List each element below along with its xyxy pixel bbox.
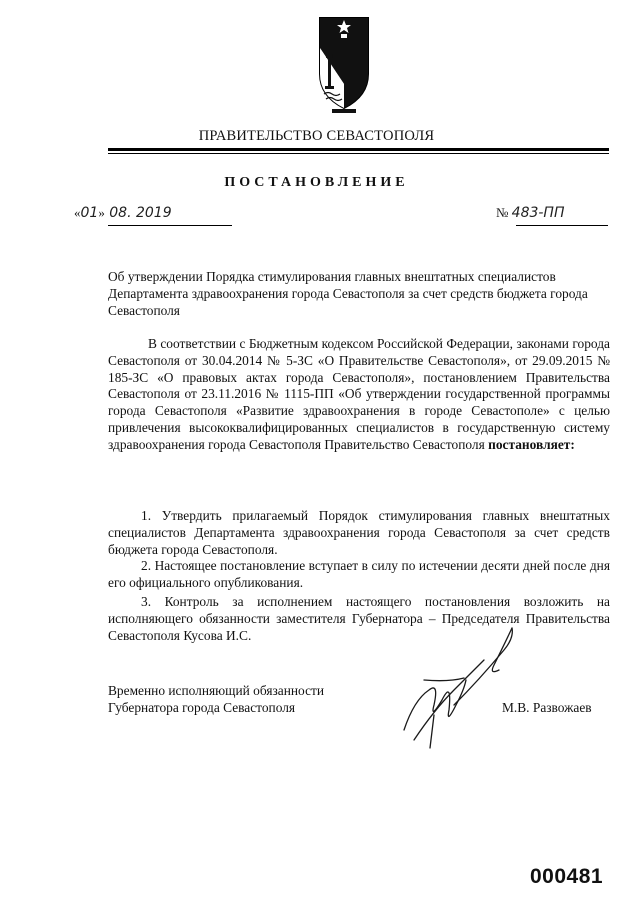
registration-number: 000481 — [530, 865, 604, 888]
signatory-role — [108, 683, 368, 717]
sevastopol-coat-of-arms-icon — [314, 14, 374, 116]
preamble-paragraph — [108, 336, 610, 454]
date-day: 01 — [80, 205, 99, 221]
document-number — [496, 205, 616, 221]
document-subject: Об утверждении Порядка стимулирования главных внештатных специалистов Департамента здравоохранения города Севастополя за счет средств бюджета города Севастополя — [108, 269, 588, 318]
decree-item-2: 2. Настоящее постановление вступает в силу по истечении десяти дней после дня его официального опубликования. — [108, 558, 610, 590]
number-underline — [516, 225, 608, 226]
number-prefix: № — [496, 205, 509, 220]
preamble-text: В соответствии с Бюджетным кодексом Российской Федерации, законами города Севастополя от 30.04.2014 № 5-ЗС «О Правительстве Севастополя», от 29.09.2015 № 185-ЗС «О правовых актах города Севастополя», постановлением Правительства Севастополя от 23.11.2016 № 1115-ПП «Об утверждении государственной программы города Севастополя «Развитие здравоохранения в городе Севастополе» с целью привлечения высококвалифицированных специалистов в государственную систему здравоохранения города Севастополя Правительство Севастополя — [108, 336, 610, 452]
header-rule-thin — [108, 153, 609, 154]
number-value: 483-ПП — [511, 205, 565, 221]
decree-item-3: 3. Контроль за исполнением настоящего постановления возложить на исполняющего обязанности заместителя Губернатора – Председателя Правительства Севастополя Кусова И.С. — [108, 594, 610, 643]
signatory-role-line-1: Временно исполняющий обязанности — [108, 683, 325, 698]
document-date — [74, 205, 234, 221]
date-month-year: 08. 2019 — [104, 205, 172, 221]
handwritten-signature-icon — [394, 620, 534, 750]
signatory-role-line-2: Губернатора города Севастополя — [108, 699, 296, 715]
header-rule-thick — [108, 148, 609, 151]
date-underline — [108, 225, 232, 226]
date-open-quote: « — [74, 205, 81, 220]
signatory-name: М.В. Развожаев — [502, 700, 592, 715]
government-title: ПРАВИТЕЛЬСТВО СЕВАСТОПОЛЯ — [198, 128, 435, 144]
decree-word: постановляет: — [488, 436, 575, 452]
decree-item-1: 1. Утвердить прилагаемый Порядок стимулирования главных внештатных специалистов Департамента здравоохранения города Севастополя за счет средств бюджета города Севастополя. — [108, 508, 610, 557]
date-close-quote: » — [98, 205, 105, 220]
document-type-title: ПОСТАНОВЛЕНИЕ — [224, 175, 409, 190]
